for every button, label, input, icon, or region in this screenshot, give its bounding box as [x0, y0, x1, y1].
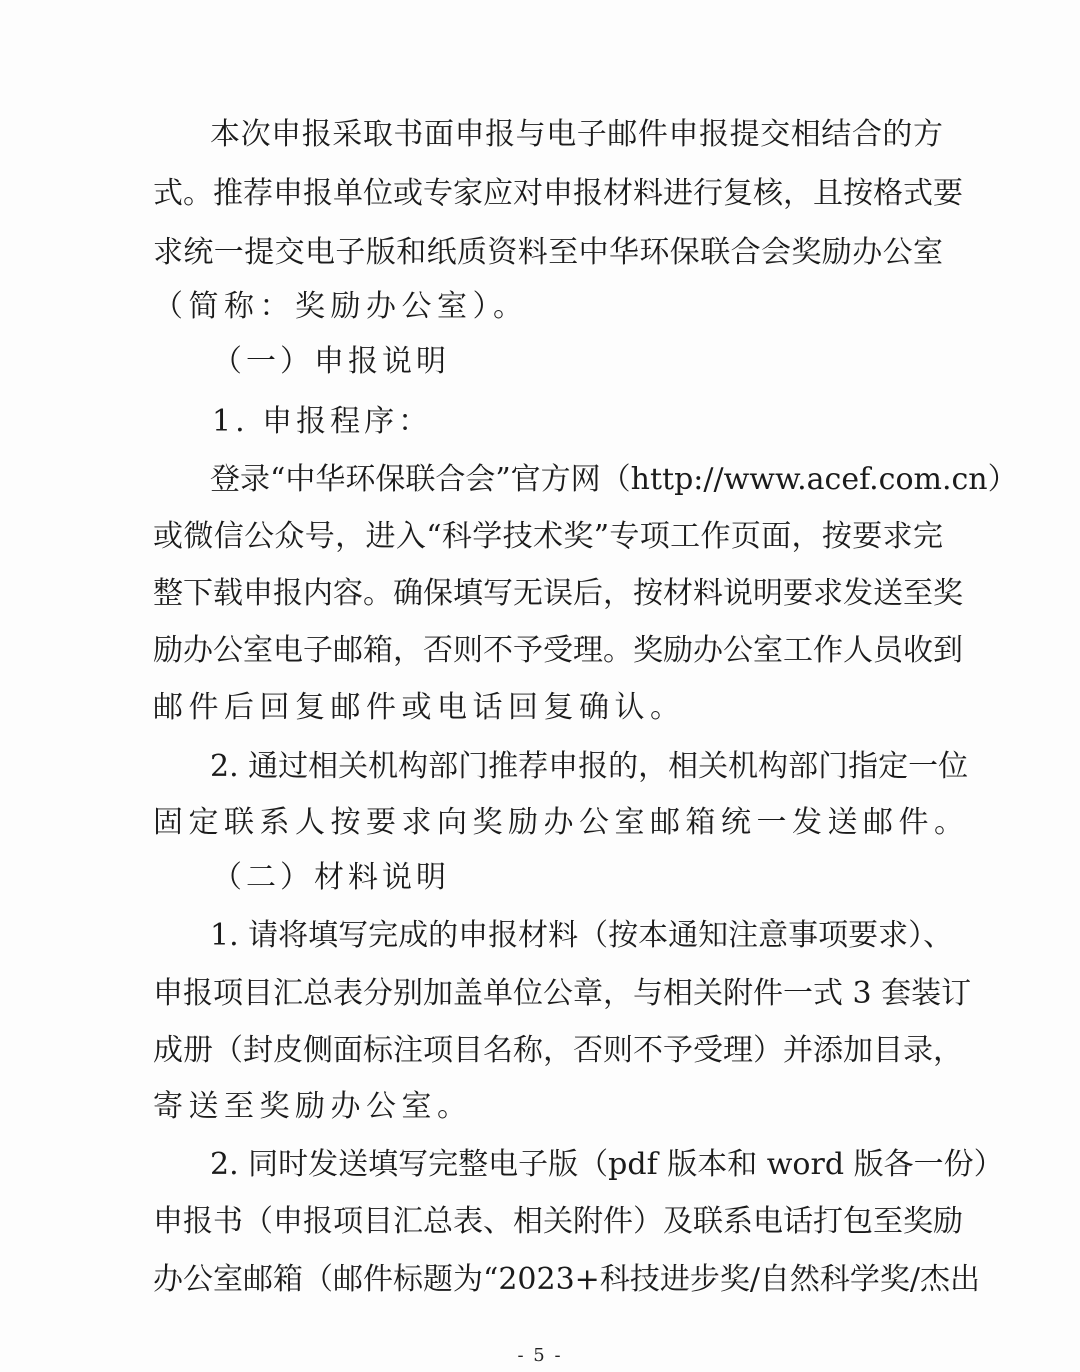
text-line: 2. 通过相关机构部门推荐申报的，相关机构部门指定一位 — [210, 749, 969, 784]
text-line: 励办公室电子邮箱，否则不予受理。奖励办公室工作人员收到 — [153, 633, 963, 668]
text-line: 寄送至奖励办公室。 — [153, 1089, 473, 1124]
text-line: 或微信公众号，进入“科学技术奖”专项工作页面，按要求完 — [153, 519, 943, 554]
text-line: 1. 请将填写完成的申报材料（按本通知注意事项要求）、 — [210, 918, 954, 953]
page-number: - 5 - — [517, 1345, 563, 1366]
text-line: 邮件后回复邮件或电话回复确认。 — [153, 690, 686, 725]
text-line: 成册（封皮侧面标注项目名称，否则不予受理）并添加目录， — [153, 1033, 963, 1068]
text-line: 登录“中华环保联合会”官方网（http://www.acef.com.cn） — [210, 462, 1018, 497]
section-heading: （一）申报说明 — [212, 344, 450, 379]
text-line: 本次申报采取书面申报与电子邮件申报提交相结合的方 — [210, 117, 943, 152]
subsection-heading: 1. 申报程序： — [212, 404, 433, 439]
text-line: 申报书（申报项目汇总表、相关附件）及联系电话打包至奖励 — [153, 1204, 963, 1239]
text-line: 求统一提交电子版和纸质资料至中华环保联合会奖励办公室 — [153, 235, 943, 270]
text-line: 办公室邮箱（邮件标题为“2023+科技进步奖/自然科学奖/杰出 — [153, 1262, 981, 1297]
text-line: 式。推荐申报单位或专家应对申报材料进行复核，且按格式要 — [153, 176, 963, 211]
section-heading: （二）材料说明 — [212, 860, 450, 895]
text-line: 2. 同时发送填写完整电子版（pdf 版本和 word 版各一份） — [210, 1147, 1004, 1182]
text-line: （简称：奖励办公室）。 — [153, 289, 529, 324]
text-line: 整下载申报内容。确保填写无误后，按材料说明要求发送至奖 — [153, 576, 963, 611]
text-line: 申报项目汇总表分别加盖单位公章，与相关附件一式 3 套装订 — [153, 976, 972, 1011]
text-line: 固定联系人按要求向奖励办公室邮箱统一发送邮件。 — [153, 805, 970, 840]
